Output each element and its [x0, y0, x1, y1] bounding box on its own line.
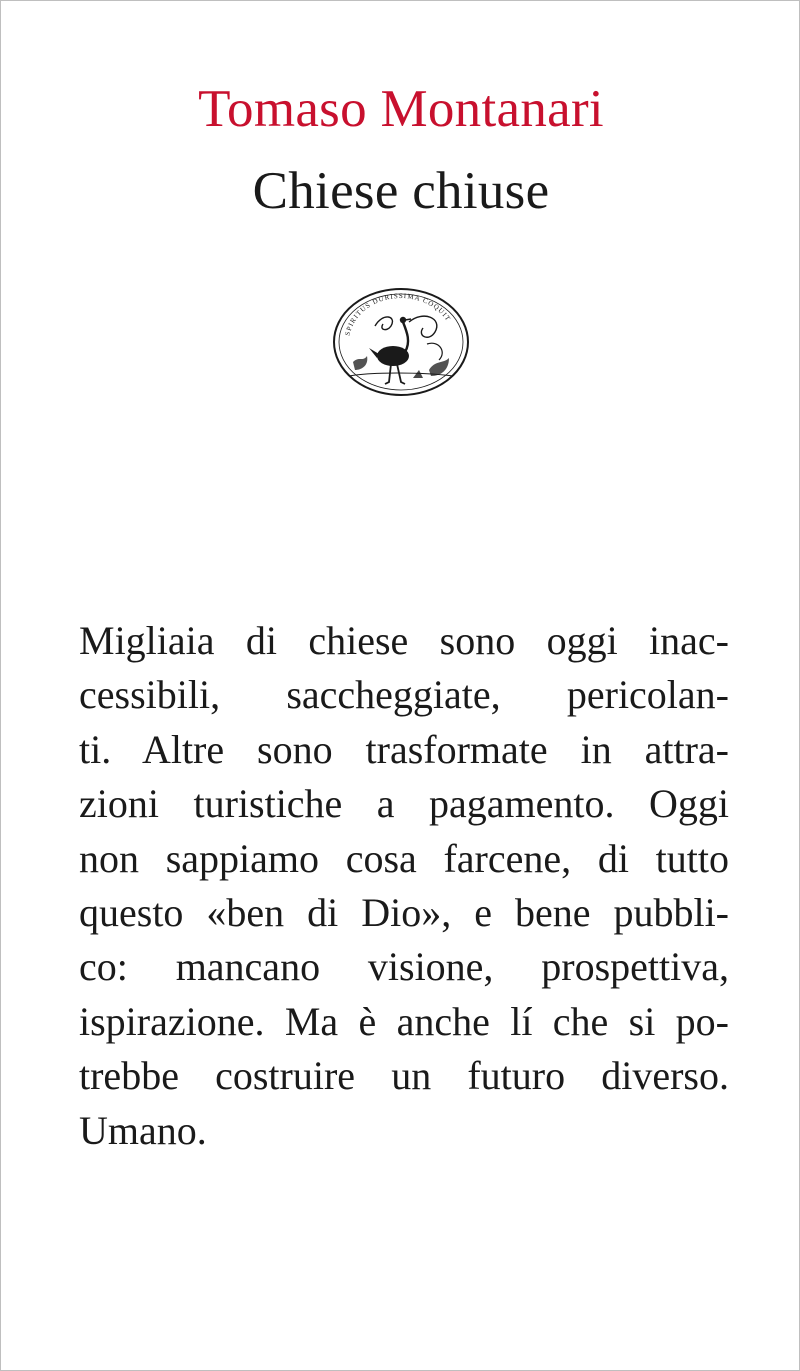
author-name: Tomaso Montanari — [198, 80, 604, 138]
blurb-line: zioni turistiche a pagamento. Oggi — [79, 781, 729, 827]
blurb-line: ispirazione. Ma è anche lí che si po- — [79, 998, 729, 1044]
blurb-line: questo «ben di Dio», e bene pubbli- — [79, 889, 729, 935]
einaudi-ostrich-emblem-icon — [331, 286, 471, 398]
blurb-line: Migliaia di chiese sono oggi inac- — [79, 618, 729, 663]
blurb-line: co: mancano visione, prospettiva, — [79, 944, 729, 990]
blurb-line: trebbe costruire un futuro diverso. — [79, 1053, 729, 1099]
book-title: Chiese chiuse — [252, 162, 550, 220]
back-cover-blurb — [79, 614, 729, 1158]
emblem-motto: SPIRITUS DURISSIMA COQUIT — [343, 291, 453, 337]
blurb-line: cessibili, saccheggiate, pericolan- — [79, 672, 729, 718]
blurb-line: non sappiamo cosa farcene, di tutto — [79, 835, 729, 881]
blurb-line: ti. Altre sono trasformate in attra- — [79, 726, 729, 772]
blurb-line: Umano. — [79, 1107, 207, 1153]
